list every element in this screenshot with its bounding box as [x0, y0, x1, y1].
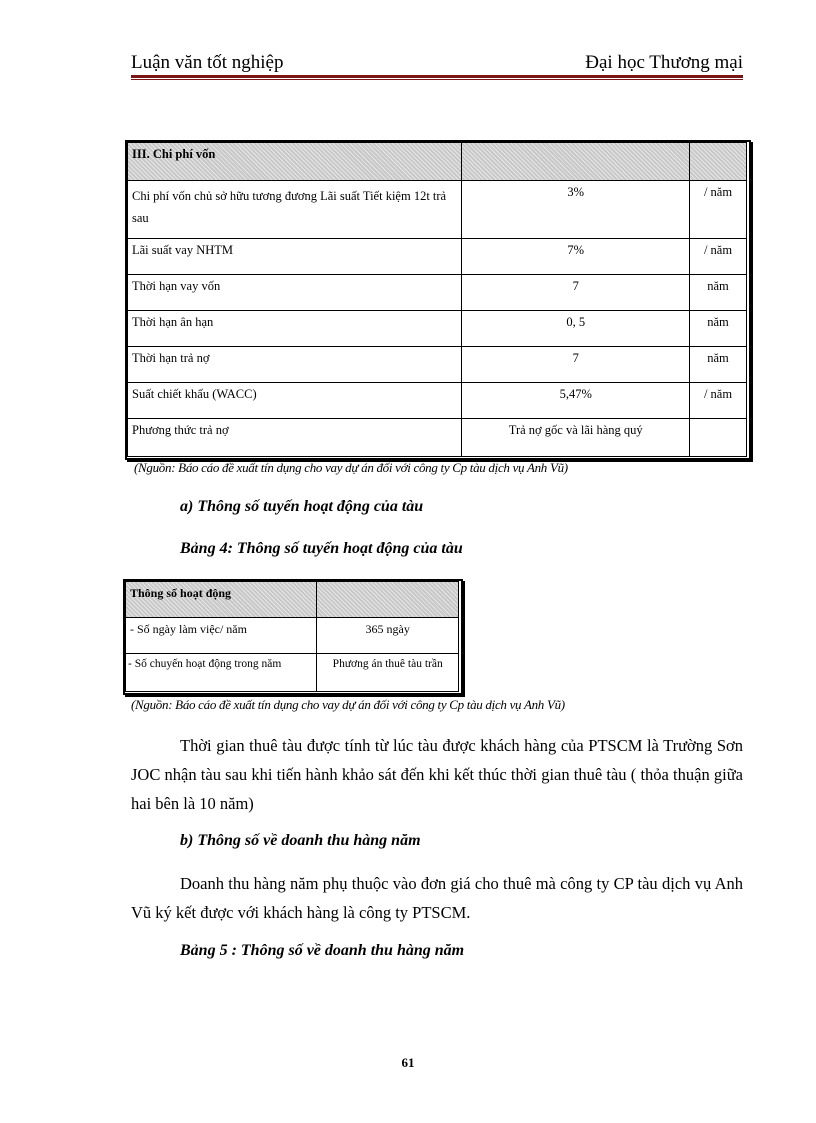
section-heading-a: a) Thông số tuyến hoạt động của tàu: [180, 498, 424, 515]
row-value: 7: [462, 347, 690, 383]
header-rule-thin: [131, 79, 743, 80]
table-row: [126, 654, 459, 692]
row-label: Phương thức trả nợ: [128, 419, 462, 457]
row-label: - Số ngày làm việc/ năm: [126, 618, 317, 654]
capital-cost-header-row: [128, 143, 747, 181]
row-value: 7: [462, 275, 690, 311]
row-unit: năm: [690, 275, 747, 311]
row-unit: / năm: [690, 383, 747, 419]
capital-cost-table: [127, 142, 747, 457]
row-unit: năm: [690, 347, 747, 383]
table1-source-note: (Nguồn: Báo cáo đề xuất tín dụng cho vay dự án đối với công ty Cp tàu dịch vụ Anh Vũ): [134, 460, 568, 475]
row-value: 5,47%: [462, 383, 690, 419]
table4-caption: Bảng 4: Thông số tuyến hoạt động của tàu: [180, 540, 463, 557]
table-row: [128, 275, 747, 311]
table-row: [128, 181, 747, 239]
header-rule-thick: [131, 75, 743, 78]
row-unit: / năm: [690, 181, 747, 239]
operation-header-row: [126, 582, 459, 618]
row-unit: [690, 419, 747, 457]
row-label: Suất chiết khấu (WACC): [128, 383, 462, 419]
row-value: 365 ngày: [317, 618, 459, 654]
table2-source-note: (Nguồn: Báo cáo đề xuất tín dụng cho vay dự án đối với công ty Cp tàu dịch vụ Anh Vũ): [131, 697, 565, 712]
table-row: [126, 618, 459, 654]
table-row: [128, 347, 747, 383]
row-value: 3%: [462, 181, 690, 239]
row-value: 0, 5: [462, 311, 690, 347]
row-value: 7%: [462, 239, 690, 275]
revenue-paragraph: Doanh thu hàng năm phụ thuộc vào đơn giá cho thuê mà công ty CP tàu dịch vụ Anh Vũ ký kết được với khách hàng là công ty PTSCM.: [131, 874, 743, 922]
row-label: Thời hạn ân hạn: [128, 311, 462, 347]
row-unit: năm: [690, 311, 747, 347]
page-number: 61: [401, 1055, 415, 1070]
table5-caption: Bảng 5 : Thông số về doanh thu hàng năm: [180, 942, 465, 959]
rental-period-paragraph: Thời gian thuê tàu được tính từ lúc tàu được khách hàng của PTSCM là Trường Sơn JOC nhận tàu sau khi tiến hành khảo sát đến khi kết thúc thời gian thuê tàu ( thỏa thuận giữa hai bên là 10 năm): [131, 736, 743, 813]
row-value: Phương án thuê tàu trần: [317, 654, 459, 692]
table-row: [128, 383, 747, 419]
operation-header-cell: Thông số hoạt động: [126, 582, 317, 618]
row-label: Thời hạn trả nợ: [128, 347, 462, 383]
header-empty-cell: [690, 143, 747, 181]
header-empty-cell: [317, 582, 459, 618]
row-value: Trả nợ gốc và lãi hàng quý: [462, 419, 690, 457]
table-row: [128, 239, 747, 275]
operation-table: [125, 581, 459, 692]
row-label: - Số chuyến hoạt động trong năm: [126, 654, 317, 692]
header-right-title: Đại học Thương mại: [585, 52, 743, 73]
row-label: Lãi suất vay NHTM: [128, 239, 462, 275]
row-unit: / năm: [690, 239, 747, 275]
header-left-title: Luận văn tốt nghiệp: [131, 52, 284, 73]
header-empty-cell: [462, 143, 690, 181]
table-row: [128, 419, 747, 457]
row-label: Thời hạn vay vốn: [128, 275, 462, 311]
section-heading-b: b) Thông số về doanh thu hàng năm: [180, 832, 421, 849]
section-title-cell: III. Chi phí vốn: [128, 143, 462, 181]
row-label: Chi phí vốn chủ sở hữu tương đương Lãi suất Tiết kiệm 12t trả sau: [128, 181, 462, 239]
table-row: [128, 311, 747, 347]
